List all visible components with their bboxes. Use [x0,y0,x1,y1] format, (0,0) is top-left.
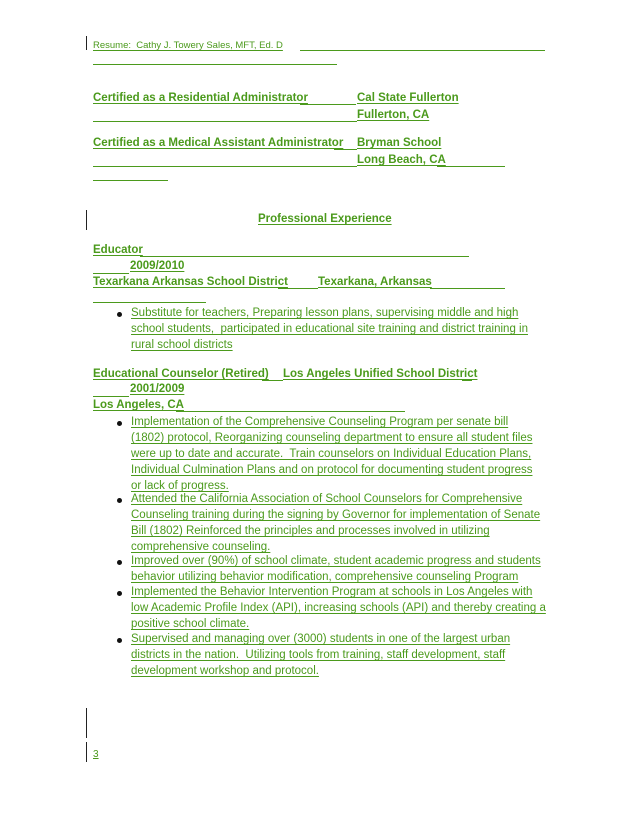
bullet-line: or lack of progress. [131,480,229,492]
bullet-line: Counseling training during the signing by Governor for implementation of Senate [131,509,541,521]
margin-bar [86,36,87,50]
rule [93,273,129,274]
job-title: Educational Counselor (Retired) [93,368,269,380]
page-number: 3 [93,749,99,760]
bullet-line: were up to date and accurate. Train counselors on Individual Education Plans, [131,448,532,460]
cert-location: Fullerton, CA [357,109,430,121]
rule [278,288,318,289]
bullet-line: districts in the nation. Utilizing tools from training, staff development, staff [131,649,506,661]
bullet-line: Bill (1802) Reinforced the principles and processes involved in utilizing [131,525,490,537]
bullet [117,498,122,503]
cert-school: Bryman School [357,137,442,149]
rule [437,166,505,167]
bullet [117,312,122,317]
bullet-line: Improved over (90%) of school climate, student academic progress and students [131,555,541,567]
job-years: 2001/2009 [130,383,185,395]
margin-bar [86,210,87,230]
bullet [117,560,122,565]
job-org: Texarkana Arkansas School District [93,276,288,288]
rule [93,396,129,397]
bullet-line: rural school districts [131,339,233,351]
job-years: 2009/2010 [130,260,185,272]
rule [93,121,357,122]
job-location: Los Angeles, CA [93,399,184,411]
bullet [117,421,122,426]
cert-location: Long Beach, CA [357,154,446,166]
bullet-line: behavior utilizing behavior modification, comprehensive counseling Program [131,571,519,583]
bullet-line: Attended the California Association of School Counselors for Comprehensive [131,493,523,505]
bullet-line: Substitute for teachers, Preparing lesson plans, supervising middle and high [131,307,519,319]
bullet-line: Implemented the Behavior Intervention Program at schools in Los Angeles with [131,586,533,598]
bullet-line: Implementation of the Comprehensive Counseling Program per senate bill [131,416,509,428]
rule [93,166,357,167]
job-org: Los Angeles Unified School District [283,368,478,380]
bullet-line: Individual Culmination Plans and on protocol for documenting student progress [131,464,533,476]
job-location: Texarkana, Arkansas [318,276,432,288]
rule [93,64,337,65]
rule [176,411,405,412]
cert-title: Certified as a Medical Assistant Administrator [93,137,344,149]
bullet [117,638,122,643]
section-title: Professional Experience [258,213,392,225]
rule [93,180,168,181]
bullet-line: development workshop and protocol. [131,665,319,677]
margin-bar [86,708,87,738]
bullet-line: positive school climate. [131,618,250,630]
job-title: Educator [93,244,143,256]
bullet-line: (1802) protocol, Reorganizing counseling department to ensure all student files [131,432,533,444]
bullet-line: comprehensive counseling. [131,541,271,553]
rule [462,380,472,381]
cert-school: Cal State Fullerton [357,92,459,104]
rule [262,380,283,381]
rule [140,256,469,257]
rule [430,288,505,289]
page-header: Resume: Cathy J. Towery Sales, MFT, Ed. D [93,40,283,51]
bullet-line: low Academic Profile Index (API), increasing schools (API) and thereby creating a [131,602,546,614]
bullet-line: Supervised and managing over (3000) students in one of the largest urban [131,633,511,645]
bullet [117,591,122,596]
bullet-line: school students, participated in educational site training and district training in [131,323,528,335]
rule [93,302,206,303]
rule [334,149,357,150]
cert-title: Certified as a Residential Administrator [93,92,308,104]
margin-bar [86,742,87,762]
rule [300,104,356,105]
rule [300,50,545,51]
